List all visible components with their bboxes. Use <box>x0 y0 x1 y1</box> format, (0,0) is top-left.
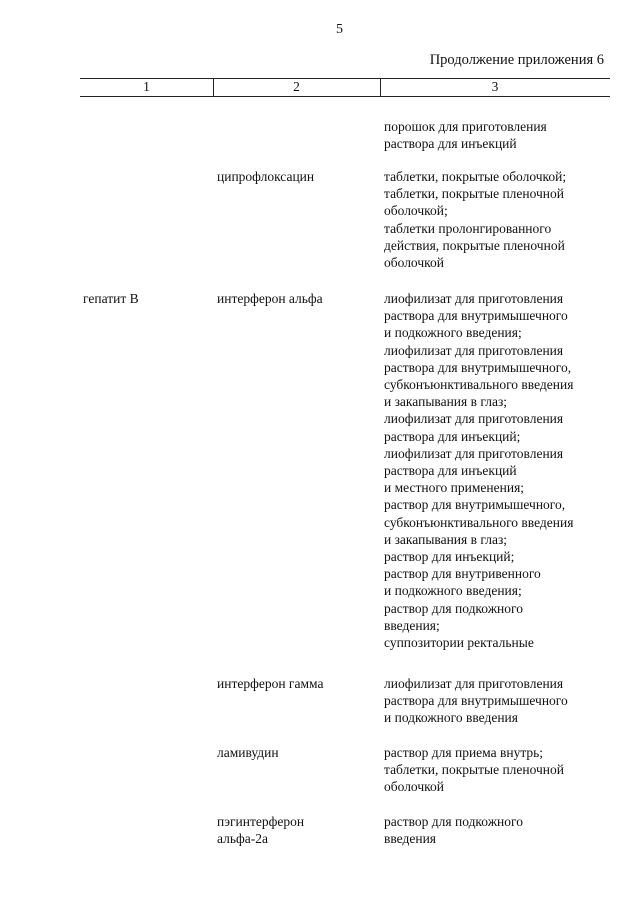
dosage-forms-cell: раствор для подкожного введения <box>384 814 523 847</box>
page-number: 5 <box>336 22 343 37</box>
dosage-forms-cell: лиофилизат для приготовления раствора для внутримышечного и подкожного введения; лиофилизат для приготовления раствора для внутримышечного, субконъюнктивального введения и закапывания в глаз; лиофилизат для приготовления раствора для инъекций; лиофилизат для приготовления раствора для инъекций и местного применения; раствор для внутримышечного, субконъюнктивального введения и закапывания в глаз; раствор для инъекций; раствор для внутривенного и подкожного введения; раствор для подкожного введения; суппозитории ректальные <box>384 291 574 651</box>
table-header-bottom-border <box>80 96 610 97</box>
dosage-forms-cell: лиофилизат для приготовления раствора для внутримышечного и подкожного введения <box>384 676 568 726</box>
dosage-forms-cell: порошок для приготовления раствора для инъекций <box>384 119 547 152</box>
dosage-forms-cell: раствор для приема внутрь; таблетки, покрытые пленочной оболочкой <box>384 745 565 795</box>
column-header-1: 1 <box>143 79 150 94</box>
drug-name-cell: ципрофлоксацин <box>217 169 315 184</box>
continuation-label: Продолжение приложения 6 <box>429 52 604 68</box>
drug-name-cell: интерферон альфа <box>217 291 323 306</box>
drug-name-cell: ламивудин <box>217 745 279 760</box>
dosage-forms-cell: таблетки, покрытые оболочкой; таблетки, покрытые пленочной оболочкой; таблетки пролонгированного действия, покрытые пленочной оболочкой <box>384 169 567 271</box>
column-header-2: 2 <box>293 79 300 94</box>
drug-name-cell: интерферон гамма <box>217 676 324 691</box>
drug-name-cell: пэгинтерферон альфа-2а <box>217 814 305 847</box>
column-header-3: 3 <box>491 79 499 94</box>
disease-cell: гепатит В <box>83 291 139 306</box>
